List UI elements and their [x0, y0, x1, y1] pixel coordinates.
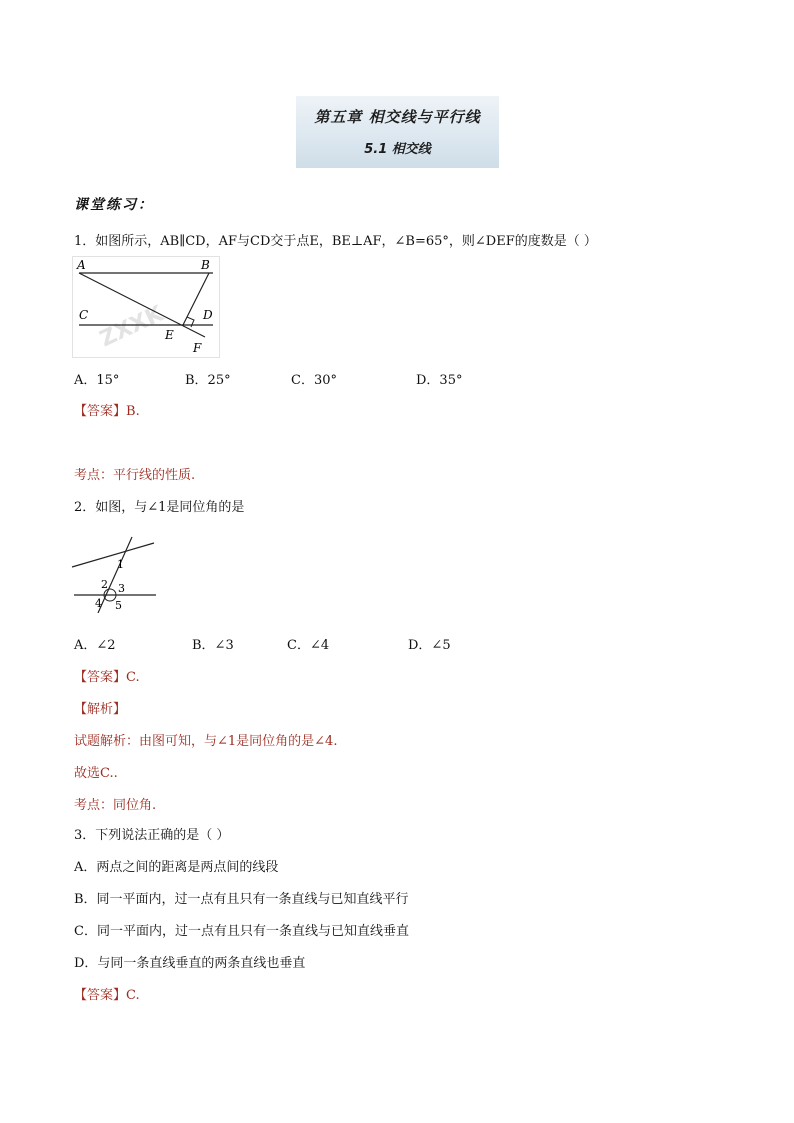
q3-option-c: C．同一平面内，过一点有且只有一条直线与已知直线垂直 — [74, 924, 409, 939]
q2-choose-text: 故选C.. — [74, 766, 118, 781]
question-2-stem: 2．如图，与∠1是同位角的是 — [74, 500, 245, 515]
angle-label-2: 2 — [101, 578, 108, 591]
q1-answer — [74, 400, 140, 419]
question-1-stem: 1．如图所示，AB∥CD，AF与CD交于点E，BE⊥AF，∠B=65°，则∠DEF的度数是（ ） — [74, 234, 597, 249]
q2-option-d: D．∠5 — [408, 638, 451, 653]
label-b: B — [201, 258, 210, 272]
q3-option-d: D．与同一条直线垂直的两条直线也垂直 — [74, 956, 306, 971]
q3-answer-value: C. — [126, 988, 140, 1003]
angle-label-4: 4 — [95, 597, 102, 610]
q1-knowledge-point: 考点：平行线的性质. — [74, 468, 196, 483]
q3-option-a: A．两点之间的距离是两点间的线段 — [74, 860, 279, 875]
q3-answer — [74, 984, 140, 1003]
q3-option-b: B．同一平面内，过一点有且只有一条直线与已知直线平行 — [74, 892, 409, 907]
q1-answer-bracket: 【答案】 — [74, 404, 127, 419]
angle-label-1: 1 — [117, 558, 124, 571]
section-title: 5.1 相交线 — [364, 142, 431, 157]
svg-text:ZXXK: ZXXK — [96, 301, 168, 353]
q1-option-c: C．30° — [291, 373, 337, 388]
section-heading: 课堂练习： — [74, 197, 154, 213]
q1-answer-value: B. — [126, 404, 140, 419]
label-a: A — [77, 258, 86, 272]
chapter-title: 第五章 相交线与平行线 — [314, 108, 481, 126]
angle-label-3: 3 — [118, 582, 125, 595]
q1-option-d: D．35° — [416, 373, 463, 388]
label-f: F — [193, 341, 202, 355]
q2-analysis-text: 试题解析：由图可知，与∠1是同位角的是∠4. — [74, 734, 338, 749]
label-e: E — [165, 328, 174, 342]
label-d: D — [203, 308, 213, 322]
q2-option-b: B．∠3 — [192, 638, 234, 653]
q3-answer-bracket: 【答案】 — [74, 988, 127, 1003]
q2-option-c: C．∠4 — [287, 638, 330, 653]
q2-answer-value: C. — [126, 670, 140, 685]
label-c: C — [79, 308, 89, 322]
chapter-banner — [296, 96, 499, 168]
upper-line — [72, 543, 154, 567]
q1-option-b: B．25° — [185, 373, 231, 388]
q2-answer-bracket: 【答案】 — [74, 670, 127, 685]
q2-analysis-heading: 【解析】 — [74, 702, 127, 717]
q1-option-a: A．15° — [74, 373, 120, 388]
figure-transversal — [68, 533, 158, 613]
figure-parallel-lines — [73, 257, 219, 357]
q2-answer — [74, 666, 140, 685]
angle-label-5: 5 — [115, 599, 122, 612]
question-2-figure — [68, 533, 158, 613]
q2-knowledge-point: 考点：同位角. — [74, 798, 157, 813]
q2-option-a: A．∠2 — [74, 638, 116, 653]
question-1-figure — [72, 256, 220, 358]
question-3-stem: 3．下列说法正确的是（ ） — [74, 828, 230, 843]
